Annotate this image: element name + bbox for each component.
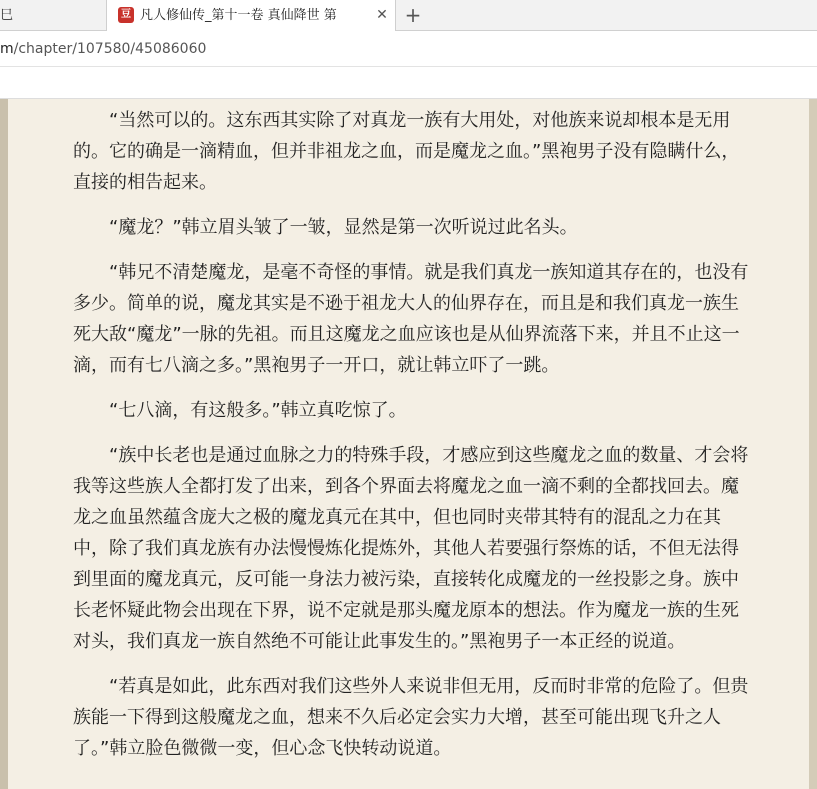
url-text[interactable] <box>0 31 206 67</box>
tab-active[interactable] <box>106 0 396 32</box>
chapter-text <box>73 105 749 778</box>
address-bar[interactable] <box>0 31 817 67</box>
toolbar-band <box>0 67 817 99</box>
page-margin-right <box>809 99 817 789</box>
url-path: /chapter/107580/45086060 <box>13 41 207 57</box>
paragraph: “韩兄不清楚魔龙，是毫不奇怪的事情。就是我们真龙一族知道其存在的，也没有多少。简单的说，魔龙其实是不逊于祖龙大人的仙界存在，而且是和我们真龙一族生死大敌“魔龙”一脉的先祖。而且这魔龙之血应该也是从仙界流落下来，并且不止这一滴，而有七八滴之多。”黑袍男子一开口，就让韩立吓了一跳。 <box>73 262 749 376</box>
paragraph: “当然可以的。这东西其实除了对真龙一族有大用处，对他族来说却根本是无用的。它的确是一滴精血，但并非祖龙之血，而是魔龙之血。”黑袍男子没有隐瞒什么，直接的相告起来。 <box>73 110 740 193</box>
paragraph: “若真是如此，此东西对我们这些外人来说非但无用，反而时非常的危险了。但贵族能一下得到这般魔龙之血，想来不久后必定会实力大增，甚至可能出现飞升之人了。”韩立脸色微微一变，但心念飞快转动说道。 <box>73 676 749 759</box>
tab-strip <box>0 0 817 31</box>
paragraph: “族中长老也是通过血脉之力的特殊手段，才感应到这些魔龙之血的数量、才会将我等这些族人全都打发了出来，到各个界面去将魔龙之血一滴不剩的全都找回去。魔龙之血虽然蕴含庞大之极的魔龙真元在其中，但也同时夹带其特有的混乱之力在其中，除了我们真龙族有办法慢慢炼化提炼外，其他人若要强行祭炼的话，不但无法得到里面的魔龙真元，反可能一身法力被污染，直接转化成魔龙的一丝投影之身。族中长老怀疑此物会出现在下界，说不定就是那头魔龙原本的想法。作为魔龙一族的生死对头，我们真龙一族自然绝不可能让此事发生的。”黑袍男子一本正经的说道。 <box>73 445 749 652</box>
content-viewport <box>0 99 817 789</box>
tab-title-fade <box>337 0 369 31</box>
tab-previous[interactable] <box>0 0 106 31</box>
tab-title: 凡人修仙传_第十一卷 真仙降世 第 <box>140 8 337 23</box>
url-host: m <box>0 41 14 57</box>
new-tab-button[interactable]: + <box>404 3 422 27</box>
paragraph: “七八滴，有这般多。”韩立真吃惊了。 <box>109 400 407 421</box>
tab-previous-label: 巳 <box>0 8 14 23</box>
paragraph: “魔龙？”韩立眉头皱了一皱，显然是第一次听说过此名头。 <box>109 217 578 238</box>
reading-page <box>8 99 809 789</box>
book-site-icon: 豆 <box>118 7 134 23</box>
page-margin-left <box>0 99 8 789</box>
close-icon[interactable]: ✕ <box>376 7 388 23</box>
